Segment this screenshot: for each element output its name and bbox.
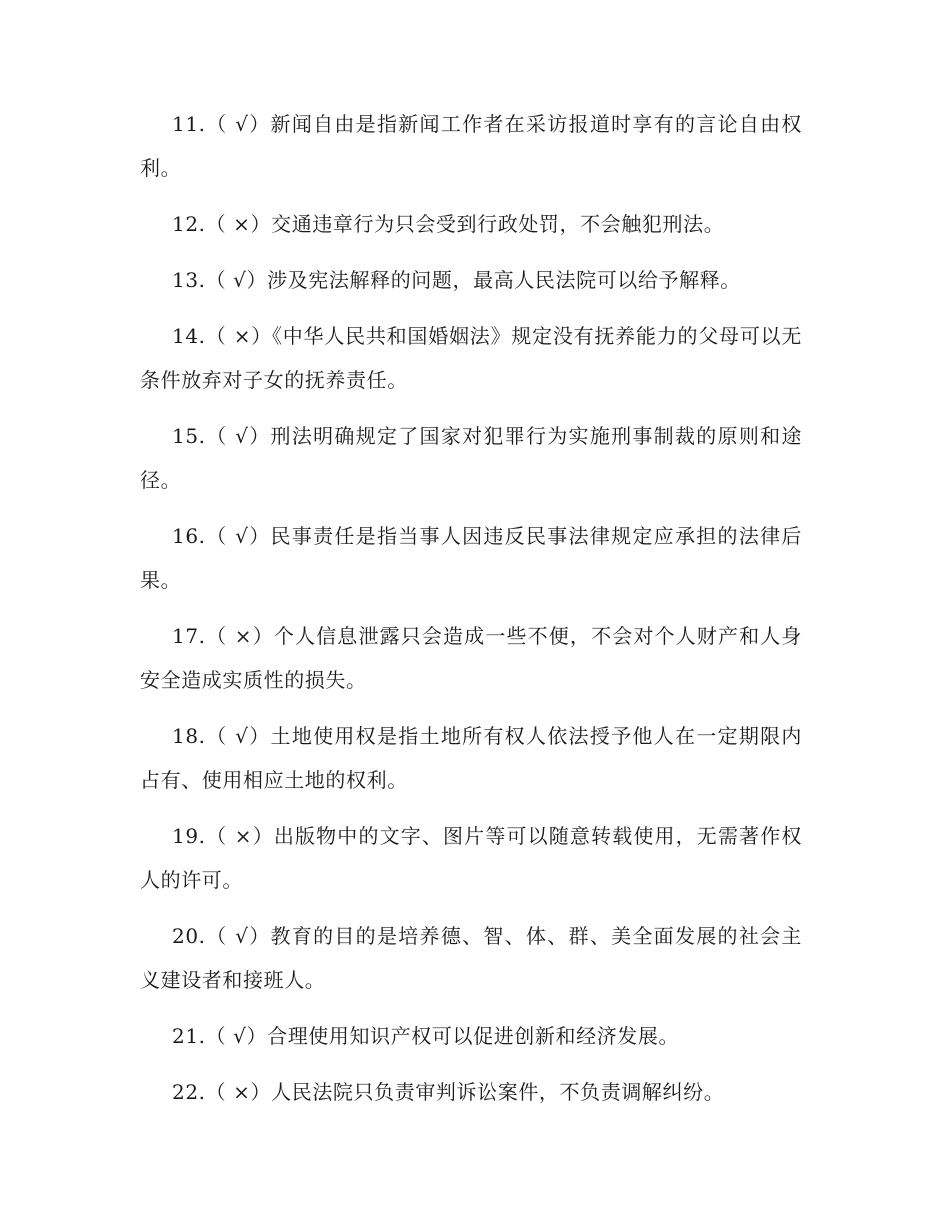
list-item: 18.（ √）土地使用权是指土地所有权人依法授予他人在一定期限内占有、使用相应土地的权利。 <box>140 724 802 792</box>
list-item: 12.（ ×）交通违章行为只会受到行政处罚，不会触犯刑法。 <box>172 212 725 236</box>
list-item: 17.（ ×）个人信息泄露只会造成一些不便，不会对个人财产和人身安全造成实质性的损失。 <box>140 624 802 692</box>
list-item: 19.（ ×）出版物中的文字、图片等可以随意转载使用，无需著作权人的许可。 <box>140 824 802 892</box>
question-list <box>140 102 802 1126</box>
list-item: 13.（ √）涉及宪法解释的问题，最高人民法院可以给予解释。 <box>172 268 741 292</box>
list-item: 20.（ √）教育的目的是培养德、智、体、群、美全面发展的社会主义建设者和接班人。 <box>140 924 802 992</box>
list-item: 14.（ ×）《中华人民共和国婚姻法》规定没有抚养能力的父母可以无条件放弃对子女的抚养责任。 <box>140 324 802 392</box>
list-item: 15.（ √）刑法明确规定了国家对犯罪行为实施刑事制裁的原则和途径。 <box>140 424 802 492</box>
list-item: 21.（ √）合理使用知识产权可以促进创新和经济发展。 <box>172 1024 680 1048</box>
list-item: 22.（ ×）人民法院只负责审判诉讼案件，不负责调解纠纷。 <box>172 1080 725 1104</box>
list-item: 11.（ √）新闻自由是指新闻工作者在采访报道时享有的言论自由权利。 <box>140 112 802 180</box>
list-item: 16.（ √）民事责任是指当事人因违反民事法律规定应承担的法律后果。 <box>140 524 802 592</box>
